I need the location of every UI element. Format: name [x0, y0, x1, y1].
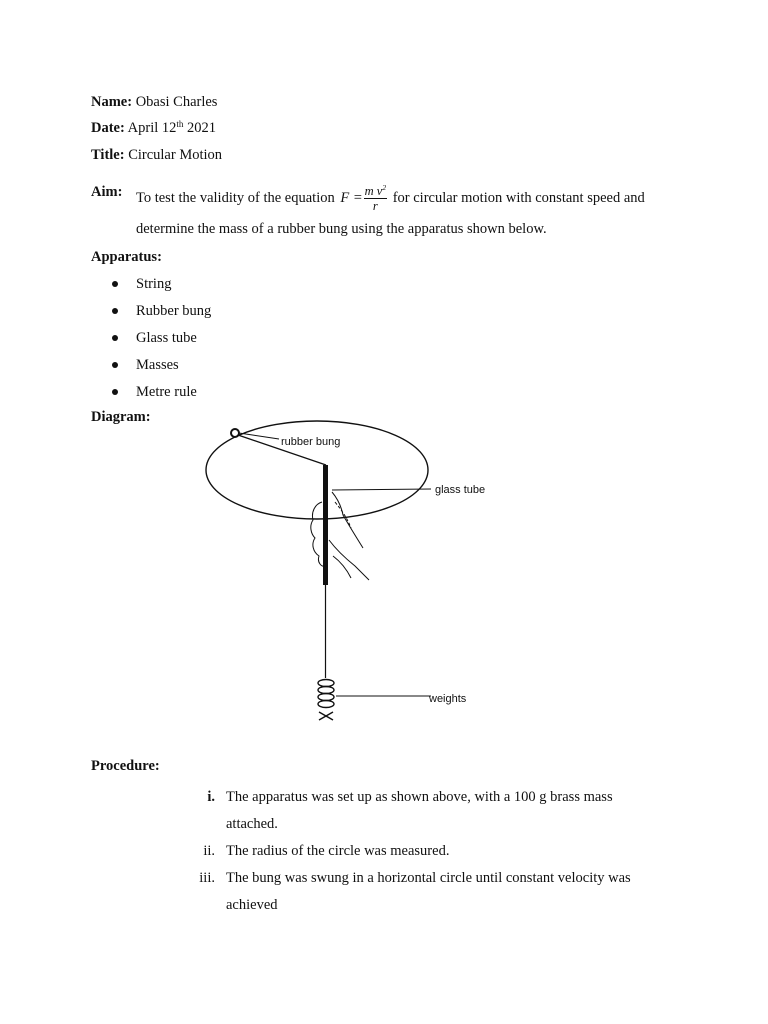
- bullet-icon: [112, 389, 118, 395]
- aim-text-line1: [136, 184, 645, 213]
- name-label: Name:: [91, 94, 133, 110]
- bullet-icon: [112, 281, 118, 287]
- title-label: Title:: [91, 147, 125, 163]
- weights-stack: [318, 680, 334, 721]
- hand-wrist-2: [333, 556, 351, 578]
- aim-text-before: To test the validity of the equation: [136, 189, 335, 206]
- formula-numerator: m $v^2$: [364, 183, 387, 198]
- step-text: The apparatus was set up as shown above, with a 100 g brass mass attached.: [226, 789, 613, 832]
- list-item: Masses: [112, 356, 211, 383]
- aim-text-line2: determine the mass of a rubber bung using the apparatus shown below.: [136, 221, 547, 237]
- aim-text-after: for circular motion with constant speed and: [392, 189, 645, 206]
- bullet-icon: [112, 362, 118, 368]
- list-item: String: [112, 275, 211, 302]
- aim-label: Aim:: [91, 184, 123, 200]
- list-item: Glass tube: [112, 329, 211, 356]
- rubber-bung-shape: [231, 429, 239, 437]
- step-number: ii.: [203, 843, 215, 859]
- procedure-heading: Procedure:: [91, 758, 160, 774]
- list-item: [195, 865, 655, 919]
- list-item: [195, 784, 655, 838]
- weights-label: weights: [429, 693, 467, 705]
- title-value: Circular Motion: [128, 147, 223, 163]
- bullet-icon: [112, 308, 118, 314]
- step-number: iii.: [199, 870, 215, 886]
- circular-motion-diagram: [195, 420, 495, 740]
- rubber-bung-label: rubber bung: [281, 436, 341, 448]
- step-text: The bung was swung in a horizontal circle until constant velocity was achieved: [226, 870, 631, 913]
- diagram-heading: Diagram:: [91, 409, 151, 425]
- step-text: The radius of the circle was measured.: [226, 843, 450, 859]
- formula-fraction: [364, 184, 387, 213]
- date-label: Date:: [91, 120, 125, 136]
- list-item: [195, 838, 655, 865]
- date-line: [91, 119, 216, 137]
- date-value-prefix: April 12: [127, 120, 177, 136]
- name-line: [91, 93, 217, 111]
- apparatus-list: [112, 275, 211, 410]
- force-formula: [340, 184, 387, 213]
- date-value-suffix: 2021: [183, 120, 217, 136]
- formula-denominator: r: [372, 199, 378, 213]
- formula-lhs: F =: [340, 190, 363, 206]
- rubber-bung-pointer: [239, 433, 279, 439]
- glass-tube-label: glass tube: [435, 484, 486, 496]
- title-line: [91, 146, 222, 164]
- apparatus-heading: Apparatus:: [91, 249, 162, 265]
- procedure-list: [195, 784, 655, 919]
- name-value: Obasi Charles: [135, 94, 218, 110]
- glass-tube-shape: [323, 465, 328, 585]
- list-item: Rubber bung: [112, 302, 211, 329]
- list-item: Metre rule: [112, 383, 211, 410]
- step-number: i.: [207, 789, 215, 805]
- date-value-sup: th: [176, 119, 184, 129]
- glass-tube-pointer: [332, 489, 431, 490]
- bullet-icon: [112, 335, 118, 341]
